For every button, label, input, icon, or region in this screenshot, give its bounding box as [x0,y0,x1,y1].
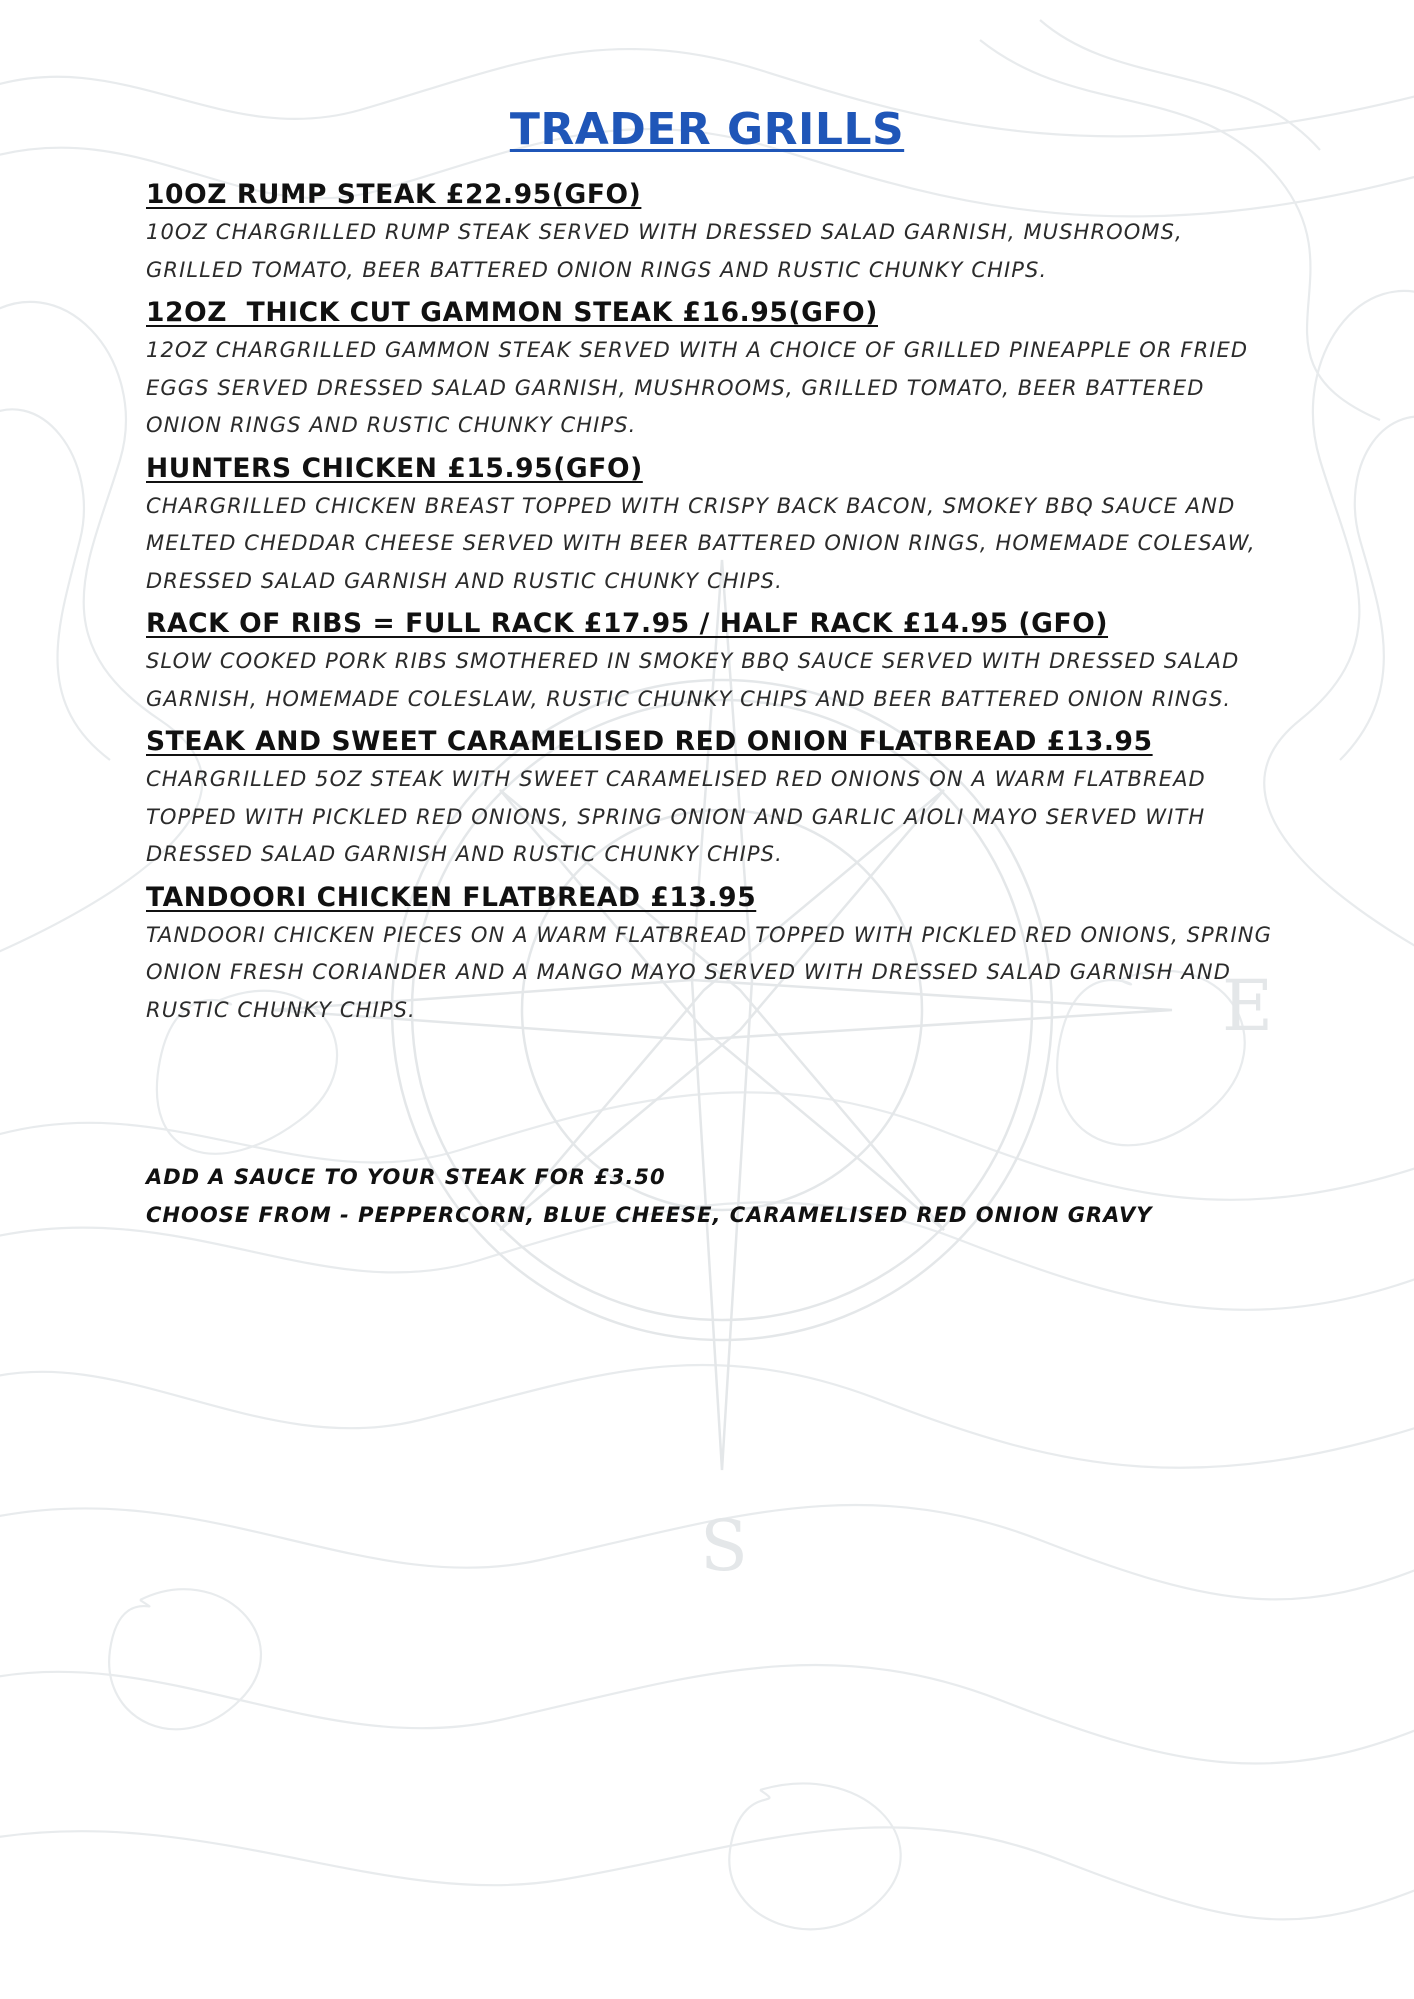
menu-item [146,294,1286,445]
menu-item [146,176,1286,289]
menu-item-title: 10OZ RUMP STEAK £22.95(GFO) [146,179,642,210]
menu-item [146,450,1286,601]
menu-item-title: HUNTERS CHICKEN £15.95(GFO) [146,452,643,484]
menu-item [146,723,1286,874]
compass-south-letter: S [700,1505,748,1587]
menu-list [146,176,1286,1034]
menu-item-description: TANDOORI CHICKEN PIECES ON A WARM FLATBREAD TOPPED WITH PICKLED RED ONIONS, SPRING ONION FRESH CORIANDER AND A MANGO MAYO SERVED WITH DRESSED SALAD GARNISH AND RUSTIC CHUNKY CHIPS. [146,922,1272,1022]
menu-item-description: CHARGRILLED 5OZ STEAK WITH SWEET CARAMELISED RED ONIONS ON A WARM FLATBREAD TOPPED WITH PICKLED RED ONIONS, SPRING ONION AND GARLIC AIOLI MAYO SERVED WITH DRESSED SALAD GARNISH AND RUSTIC CHUNKY CHIPS. [146,767,1206,866]
menu-item-description: 12OZ CHARGRILLED GAMMON STEAK SERVED WITH A CHOICE OF GRILLED PINEAPPLE OR FRIED EGGS SERVED DRESSED SALAD GARNISH, MUSHROOMS, GRILLED TOMATO, BEER BATTERED ONION RINGS AND RUSTIC CHUNKY CHIPS. [146,338,1249,437]
sauce-note-options: CHOOSE FROM - PEPPERCORN, BLUE CHEESE, CARAMELISED RED ONION GRAVY [146,1203,1153,1227]
menu-item-title: RACK OF RIBS = FULL RACK £17.95 / HALF RACK £14.95 (GFO) [146,608,1109,639]
menu-item-title: TANDOORI CHICKEN FLATBREAD £13.95 [146,881,757,913]
menu-item [146,605,1286,718]
menu-item-title: 12OZ THICK CUT GAMMON STEAK £16.95(GFO) [146,297,878,328]
sauce-note-price: ADD A SAUCE TO YOUR STEAK FOR £3.50 [146,1165,666,1189]
page-title: TRADER GRILLS [509,104,905,155]
menu-item [146,879,1286,1030]
compass-east-letter: E [1222,965,1274,1047]
menu-item-title: STEAK AND SWEET CARAMELISED RED ONION FLATBREAD £13.95 [146,726,1153,757]
menu-item-description: CHARGRILLED CHICKEN BREAST TOPPED WITH CRISPY BACK BACON, SMOKEY BBQ SAUCE AND MELTED CHEDDAR CHEESE SERVED WITH BEER BATTERED ONION RINGS, HOMEMADE COLESAW, DRESSED SALAD GARNISH AND RUSTIC CHUNKY CHIPS. [146,493,1256,593]
sauce-note [146,1158,1286,1234]
menu-item-description: 10OZ CHARGRILLED RUMP STEAK SERVED WITH DRESSED SALAD GARNISH, MUSHROOMS, GRILLED TOMATO, BEER BATTERED ONION RINGS AND RUSTIC CHUNKY CHIPS. [146,220,1183,282]
menu-item-description: SLOW COOKED PORK RIBS SMOTHERED IN SMOKEY BBQ SAUCE SERVED WITH DRESSED SALAD GARNISH, HOMEMADE COLESLAW, RUSTIC CHUNKY CHIPS AND BEER BATTERED ONION RINGS. [146,649,1240,711]
